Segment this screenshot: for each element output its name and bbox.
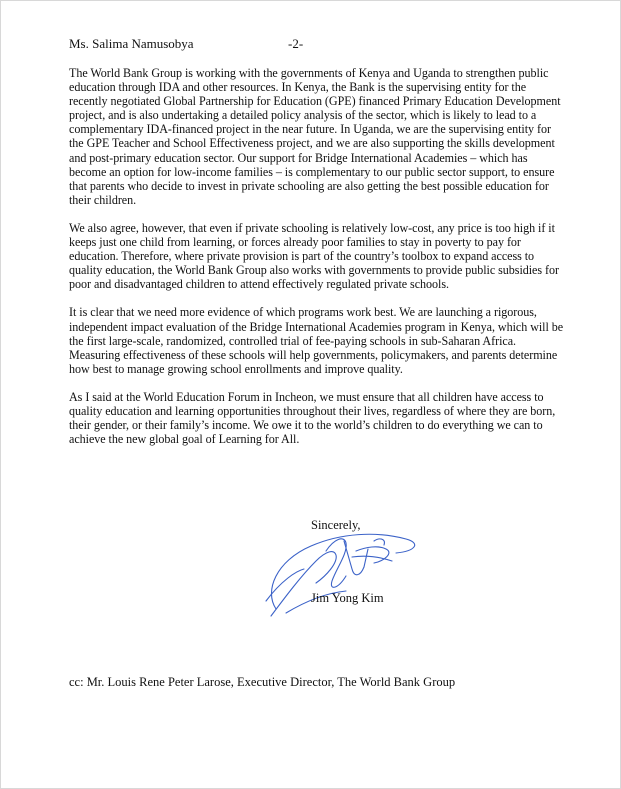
body-paragraph: The World Bank Group is working with the governments of Kenya and Uganda to strengthen public education through IDA and other resources. In Kenya, the Bank is the supervising entity for the recently negotiated Global Partnership for Education (GPE) financed Primary Education Development project, and is also undertaking a detailed policy analysis of the sector, which is likely to lead to a complementary IDA-financed project in the near future. In Uganda, we are the supervising entity for the GPE Teacher and School Effectiveness project, and we are also supporting the skills development and post-primary education sector. Our support for Bridge International Academies – which has become an option for low-income families – is complementary to our public sector support, to ensure that parents who decide to invest in private schooling are also getting the best possible education for their children. xyxy=(69,66,561,207)
body-paragraph: We also agree, however, that even if private schooling is relatively low-cost, any price is too high if it keeps just one child from learning, or forces already poor families to stay in poverty to pay for education. Therefore, where private provision is part of the country’s toolbox to expand access to quality education, the World Bank Group also works with governments to provide public subsidies for poor and disadvantaged children to attend effectively regulated private schools. xyxy=(69,220,559,292)
page-header xyxy=(69,36,304,51)
body-paragraph: It is clear that we need more evidence of which programs work best. We are launching a rigorous, independent impact evaluation of the Bridge International Academies program in Kenya, which will be the first large-scale, randomized, controlled trial of fee-paying schools in sub-Saharan Africa. Measuring effectiveness of these schools will help governments, policymakers, and parents determine how best to manage growing school enrollments and improve quality. xyxy=(69,305,564,376)
closing-salutation: Sincerely, xyxy=(311,518,361,532)
body-paragraph: As I said at the World Education Forum in Incheon, we must ensure that all children have access to quality education and learning opportunities throughout their lives, regardless of where they are born, their gender, or their family’s income. We owe it to the world’s children to do everything we can to achieve the new global goal of Learning for All. xyxy=(69,389,556,447)
cc-line: cc: Mr. Louis Rene Peter Larose, Executive Director, The World Bank Group xyxy=(69,675,456,689)
page-number: -2- xyxy=(288,36,304,51)
recipient-name: Ms. Salima Namusobya xyxy=(69,36,194,51)
signature-icon xyxy=(256,521,426,621)
signer-name: Jim Yong Kim xyxy=(311,591,384,605)
letter-body xyxy=(69,66,565,460)
